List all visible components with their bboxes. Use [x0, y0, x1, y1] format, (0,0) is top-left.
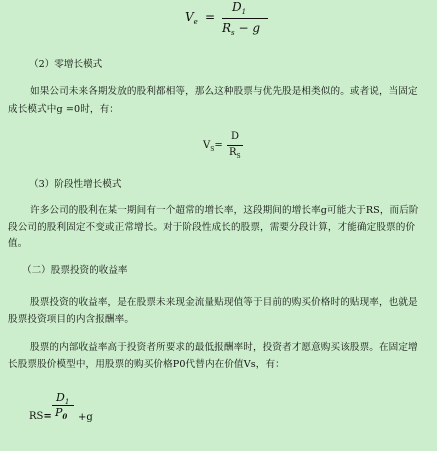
- section-heading-zero-growth: （2）零增长模式: [29, 59, 103, 70]
- formula1-equals: =: [205, 10, 216, 24]
- formula2-lhs: $V_S=$: [203, 140, 223, 153]
- paragraph-zero-growth: 如果公司未来各期发放的股利都相等，那么这种股票与优先股是相类似的。或者说，当固定成长模式中g =0时，有：: [8, 86, 418, 115]
- formula1-lhs: $V_e$: [185, 10, 198, 26]
- paragraph-staged-growth: 许多公司的股利在某一期间有一个超常的增长率，这段期间的增长率g可能大于RS，而后阶段公司的股利固定不变或正常增长。对于阶段性成长的股票，需要分段计算，才能确定股票的价值。: [8, 205, 419, 249]
- section-heading-staged-growth: （3）阶段性增长模式: [29, 179, 122, 190]
- paragraph-internal-return: 股票的内部收益率高于投资者所要求的最低报酬率时，投资者才愿意购买该股票。在固定增长股票股价模型中，用股票的购买价格P0代替内在价值Vs，有：: [8, 342, 418, 370]
- formula3-numerator: $D_1$: [56, 391, 70, 406]
- formula2-numerator: D: [231, 131, 240, 142]
- paragraph-stock-return-definition: 股票投资的收益率，是在股票未来现金流量贴现值等于目前的购买价格时的贴现率，也就是股票投资项目的内含报酬率。: [8, 297, 418, 325]
- formula2-fraction-bar: [227, 145, 243, 146]
- formula3-denominator: $P_0$: [55, 406, 68, 421]
- formula1-denominator: $R_s - g$: [222, 21, 261, 37]
- formula3-lhs: RS=: [29, 411, 52, 422]
- section-heading-stock-return: （二）股票投资的收益率: [22, 265, 128, 276]
- formula1-fraction-bar: [222, 18, 268, 19]
- formula2-denominator: $R_S$: [229, 147, 241, 160]
- formula3-tail: +g: [78, 412, 93, 423]
- formula1-numerator: $D_1$: [232, 0, 247, 16]
